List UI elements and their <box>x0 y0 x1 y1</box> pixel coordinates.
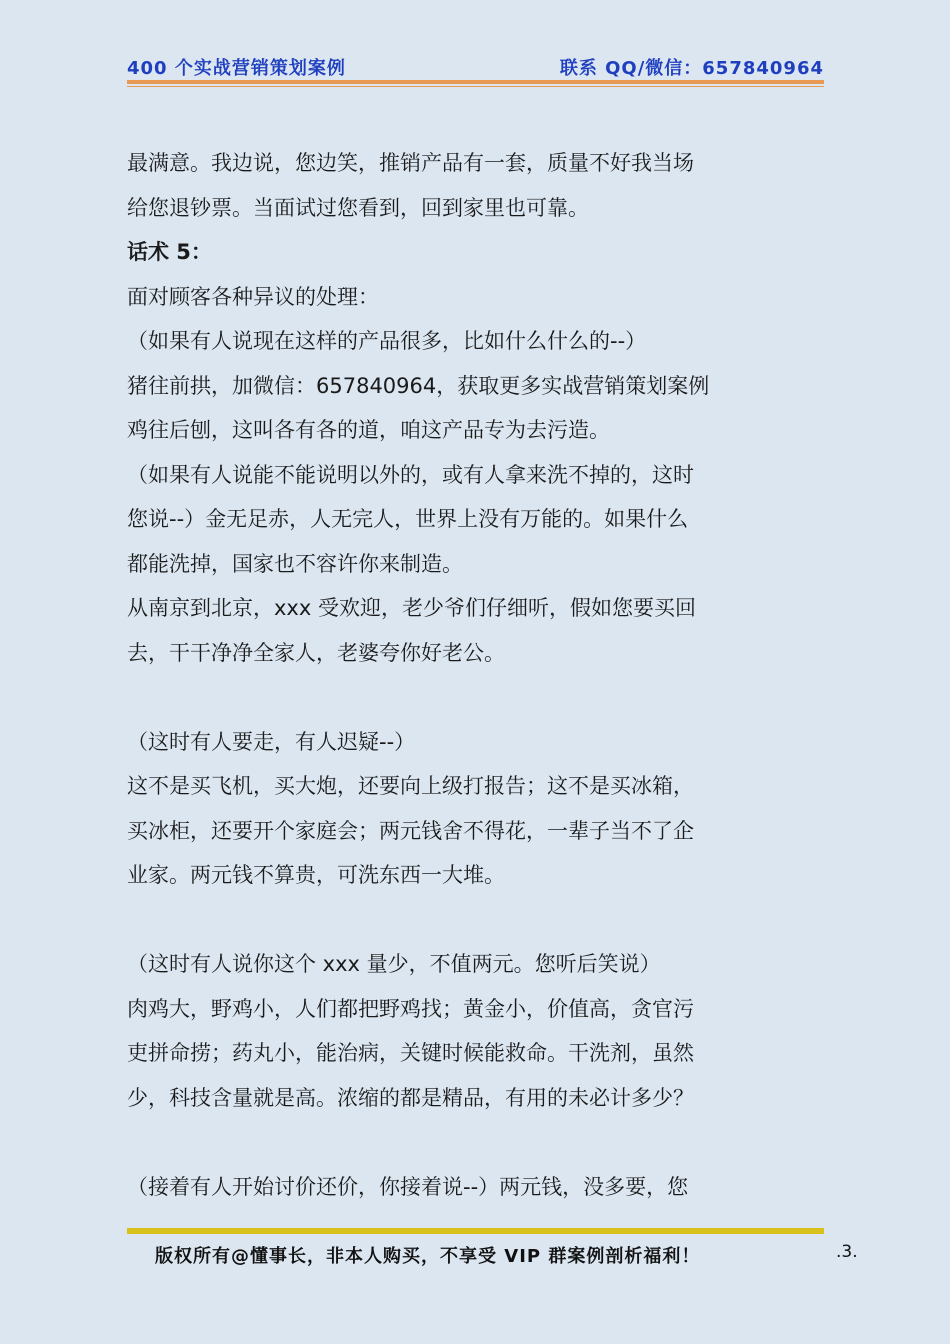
blank-line <box>127 675 827 720</box>
document-body <box>127 141 827 1209</box>
body-line: 从南京到北京，xxx 受欢迎，老少爷们仔细听，假如您要买回 <box>127 596 696 620</box>
body-line: 这不是买飞机，买大炮，还要向上级打报告；这不是买冰箱， <box>127 774 694 798</box>
body-line: 猪往前拱，加微信：657840964，获取更多实战营销策划案例 <box>127 373 710 398</box>
body-line: 吏拼命捞；药丸小，能治病，关键时候能救命。干洗剂，虽然 <box>127 1041 694 1065</box>
footer-divider <box>127 1228 824 1234</box>
body-line: 少，科技含量就是高。浓缩的都是精品，有用的未必计多少？ <box>127 1085 694 1110</box>
body-line: （如果有人说现在这样的产品很多，比如什么什么的--） <box>127 329 647 353</box>
body-line: （接着有人开始讨价还价，你接着说--）两元钱，没多要，您 <box>127 1174 689 1199</box>
body-line: 肉鸡大，野鸡小，人们都把野鸡找；黄金小，价值高，贪官污 <box>127 996 694 1021</box>
page-number: .3. <box>836 1242 858 1262</box>
body-line: 鸡往后刨，这叫各有各的道，咱这产品专为去污造。 <box>127 418 610 442</box>
body-line: 业家。两元钱不算贵，可洗东西一大堆。 <box>127 863 505 887</box>
body-line: 面对顾客各种异议的处理： <box>127 284 379 309</box>
body-line: 都能洗掉，国家也不容许你来制造。 <box>127 551 463 576</box>
body-line: （如果有人说能不能说明以外的，或有人拿来洗不掉的，这时 <box>127 462 694 487</box>
body-line: 最满意。我边说，您边笑，推销产品有一套，质量不好我当场 <box>127 151 694 175</box>
body-line: 给您退钞票。当面试过您看到，回到家里也可靠。 <box>127 195 589 220</box>
blank-line <box>127 898 827 943</box>
header-contact: 联系 QQ/微信：657840964 <box>559 58 824 79</box>
body-line: （这时有人要走，有人迟疑--） <box>127 729 416 754</box>
body-line: （这时有人说你这个 xxx 量少，不值两元。您听后笑说） <box>127 952 661 976</box>
body-line: 去，干干净净全家人，老婆夸你好老公。 <box>127 640 505 665</box>
body-line: 买冰柜，还要开个家庭会；两元钱舍不得花，一辈子当不了企 <box>127 818 694 843</box>
header-divider <box>127 80 824 84</box>
header-divider-thin <box>127 86 824 87</box>
header-title: 400 个实战营销策划案例 <box>127 58 346 79</box>
section-heading: 话术 5： <box>127 240 212 264</box>
body-line: 您说--）金无足赤，人无完人，世界上没有万能的。如果什么 <box>127 507 689 531</box>
blank-line <box>127 1120 827 1165</box>
footer-copyright: 版权所有@懂事长，非本人购买，不享受 VIP 群案例剖析福利！ <box>155 1246 701 1267</box>
